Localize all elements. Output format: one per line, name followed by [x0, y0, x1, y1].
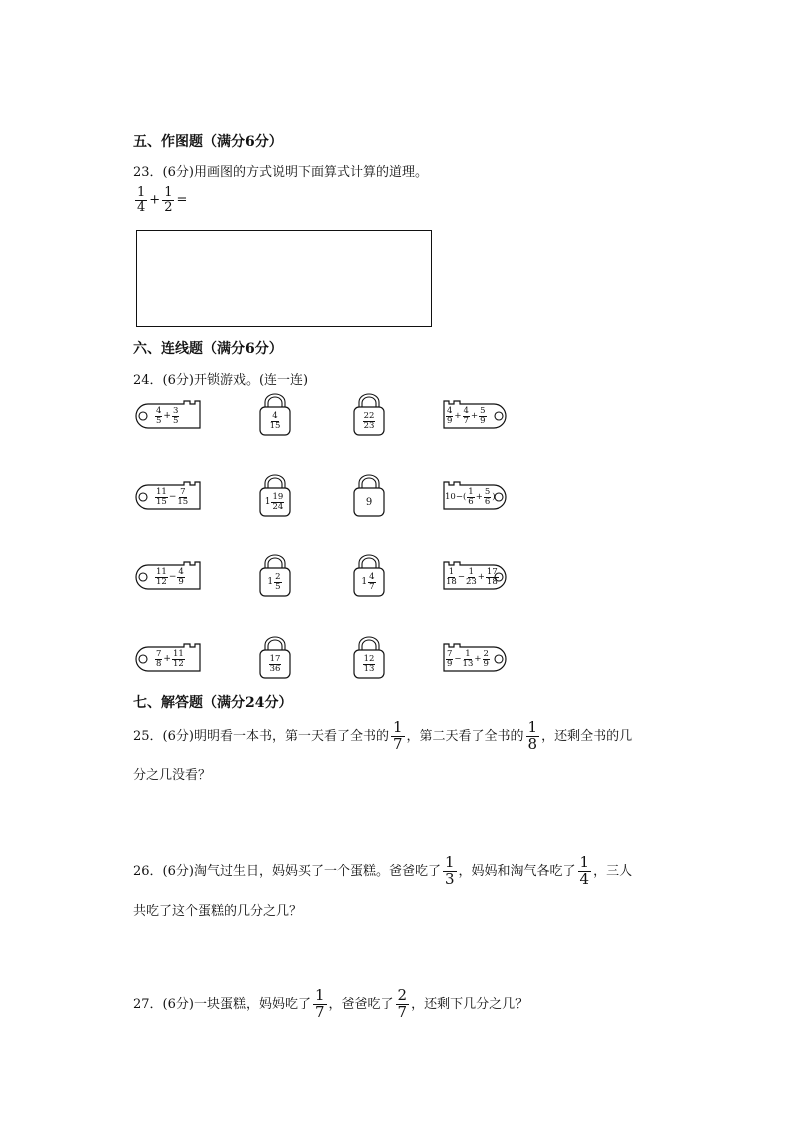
lock-a-1[interactable] — [257, 393, 293, 437]
lock-number — [362, 412, 377, 430]
q26-line1: 26．(6分)淘气过生日，妈妈买了一个蛋糕。爸爸吃了 $\frac{1}{3}$ ，妈妈和淘气各吃了 $\frac{1}{4}$ ，三人 — [133, 853, 633, 888]
lock-a-3[interactable] — [257, 554, 293, 598]
lock-b-1[interactable] — [351, 393, 387, 437]
operator: + — [454, 411, 462, 421]
key-fraction: $\frac{2}{9}$ — [483, 649, 489, 669]
lock-a-2[interactable] — [257, 474, 293, 518]
q26-fraction-1: $\frac{1}{3}$ — [444, 853, 455, 888]
operator: + — [163, 411, 171, 421]
lock-fraction: 17 36 — [269, 654, 281, 674]
q26-line2: 共吃了这个蛋糕的几分之几？ — [133, 904, 303, 919]
operator: 10−( — [445, 492, 467, 502]
q24-text — [133, 369, 308, 388]
key-fraction: 7 8 — [156, 649, 162, 669]
operator: − — [168, 492, 177, 502]
operator: + — [163, 654, 171, 664]
key-fraction: $\frac{7}{15}$ — [177, 487, 189, 507]
key-left-4[interactable] — [132, 641, 204, 675]
operator: + — [470, 411, 479, 421]
q24-body: 开锁游戏。(连一连) — [193, 373, 309, 388]
key-right-1[interactable] — [440, 398, 510, 432]
key-right-3[interactable] — [440, 559, 510, 593]
operator: ) — [492, 492, 496, 502]
key-fraction: $\frac{5}{9}$ — [480, 406, 486, 426]
operator: + — [477, 572, 485, 582]
lock-fraction: 22 23 — [363, 411, 375, 431]
q23-fraction-1: $\frac{1}{4}$ — [137, 185, 146, 215]
q24-prefix: 24．(6分) — [133, 373, 194, 388]
q26-fraction-2: $\frac{1}{4}$ — [579, 853, 590, 888]
lock-b-3[interactable] — [351, 554, 387, 598]
q23-fraction-2: $\frac{1}{2}$ — [164, 185, 173, 215]
key-left-2[interactable] — [132, 479, 204, 513]
key-fraction: $\frac{4}{9}$ — [178, 567, 184, 587]
q25-line1: 25．(6分)明明看一本书，第一天看了全书的 $\frac{1}{7}$ ，第二天看了全书的 $\frac{1}{8}$ ，还剩全书的几 — [133, 718, 633, 753]
q23-prefix: 23．(6分) — [133, 165, 194, 180]
lock-number — [265, 493, 286, 511]
lock-value: 9 — [365, 496, 373, 508]
key-fraction: $\frac{1}{13}$ — [462, 649, 474, 669]
key-fraction: $\frac{1}{23}$ — [465, 567, 477, 587]
operator: + — [475, 492, 483, 502]
q27-fraction-2: $\frac{2}{7}$ — [397, 986, 408, 1021]
lock-a-4[interactable] — [257, 636, 293, 680]
key-fraction: 4 9 — [447, 406, 453, 426]
q23-drawing-area[interactable] — [136, 230, 432, 327]
key-fraction: 11 12 — [156, 567, 167, 587]
key-fraction: 1 6 — [468, 487, 474, 507]
key-fraction: $\frac{3}{5}$ — [172, 406, 179, 426]
q23-expression: $\frac{1}{4}$ + $\frac{1}{2}$ = — [137, 185, 188, 215]
q23-body: 用画图的方式说明下面算式计算的道理。 — [193, 165, 428, 180]
key-left-3[interactable] — [132, 559, 204, 593]
q27-fraction-1: $\frac{1}{7}$ — [314, 986, 325, 1021]
q27-line1: 27．(6分)一块蛋糕，妈妈吃了 $\frac{1}{7}$ ，爸爸吃了 $\frac{2}{7}$ ，还剩下几分之几？ — [133, 986, 529, 1021]
whole-part: 1 — [264, 497, 271, 507]
key-left-1[interactable] — [132, 398, 204, 432]
lock-number — [267, 573, 282, 591]
key-fraction: $\frac{17}{18}$ — [486, 567, 498, 587]
operator: − — [454, 654, 462, 664]
lock-number — [269, 412, 282, 430]
lock-fraction: 19 24 — [272, 492, 284, 512]
lock-b-2[interactable] — [351, 474, 387, 518]
q23-text — [133, 161, 428, 180]
q25-line2: 分之几没看？ — [133, 768, 212, 783]
q25-fraction-2: $\frac{1}{8}$ — [527, 718, 538, 753]
section7-heading: 七、解答题（满分24分） — [133, 695, 293, 711]
lock-number — [361, 573, 376, 591]
lock-fraction: 12 13 — [363, 654, 375, 674]
key-fraction: $\frac{4}{7}$ — [463, 406, 469, 426]
lock-b-4[interactable] — [351, 636, 387, 680]
whole-part: 1 — [267, 577, 274, 587]
key-fraction: $\frac{11}{12}$ — [172, 649, 184, 669]
key-right-4[interactable] — [440, 641, 510, 675]
key-right-2[interactable] — [440, 479, 510, 513]
key-fraction: 4 5 — [156, 406, 162, 426]
lock-number — [362, 655, 377, 673]
section6-heading: 六、连线题（满分6分） — [133, 341, 283, 357]
lock-fraction: 2 5 — [275, 572, 281, 592]
whole-part: 1 — [361, 577, 368, 587]
operator: − — [457, 572, 465, 582]
key-fraction: $\frac{5}{6}$ — [484, 487, 491, 507]
lock-fraction: 4 15 — [269, 411, 281, 431]
operator: + — [474, 654, 482, 664]
operator: − — [168, 572, 177, 582]
lock-fraction: 4 7 — [369, 572, 375, 592]
lock-number — [268, 655, 283, 673]
q25-fraction-1: $\frac{1}{7}$ — [392, 718, 403, 753]
key-fraction: 1 18 — [446, 567, 457, 587]
key-fraction: 7 9 — [447, 649, 453, 669]
key-fraction: 11 15 — [156, 487, 167, 507]
section5-heading: 五、作图题（满分6分） — [133, 134, 283, 150]
